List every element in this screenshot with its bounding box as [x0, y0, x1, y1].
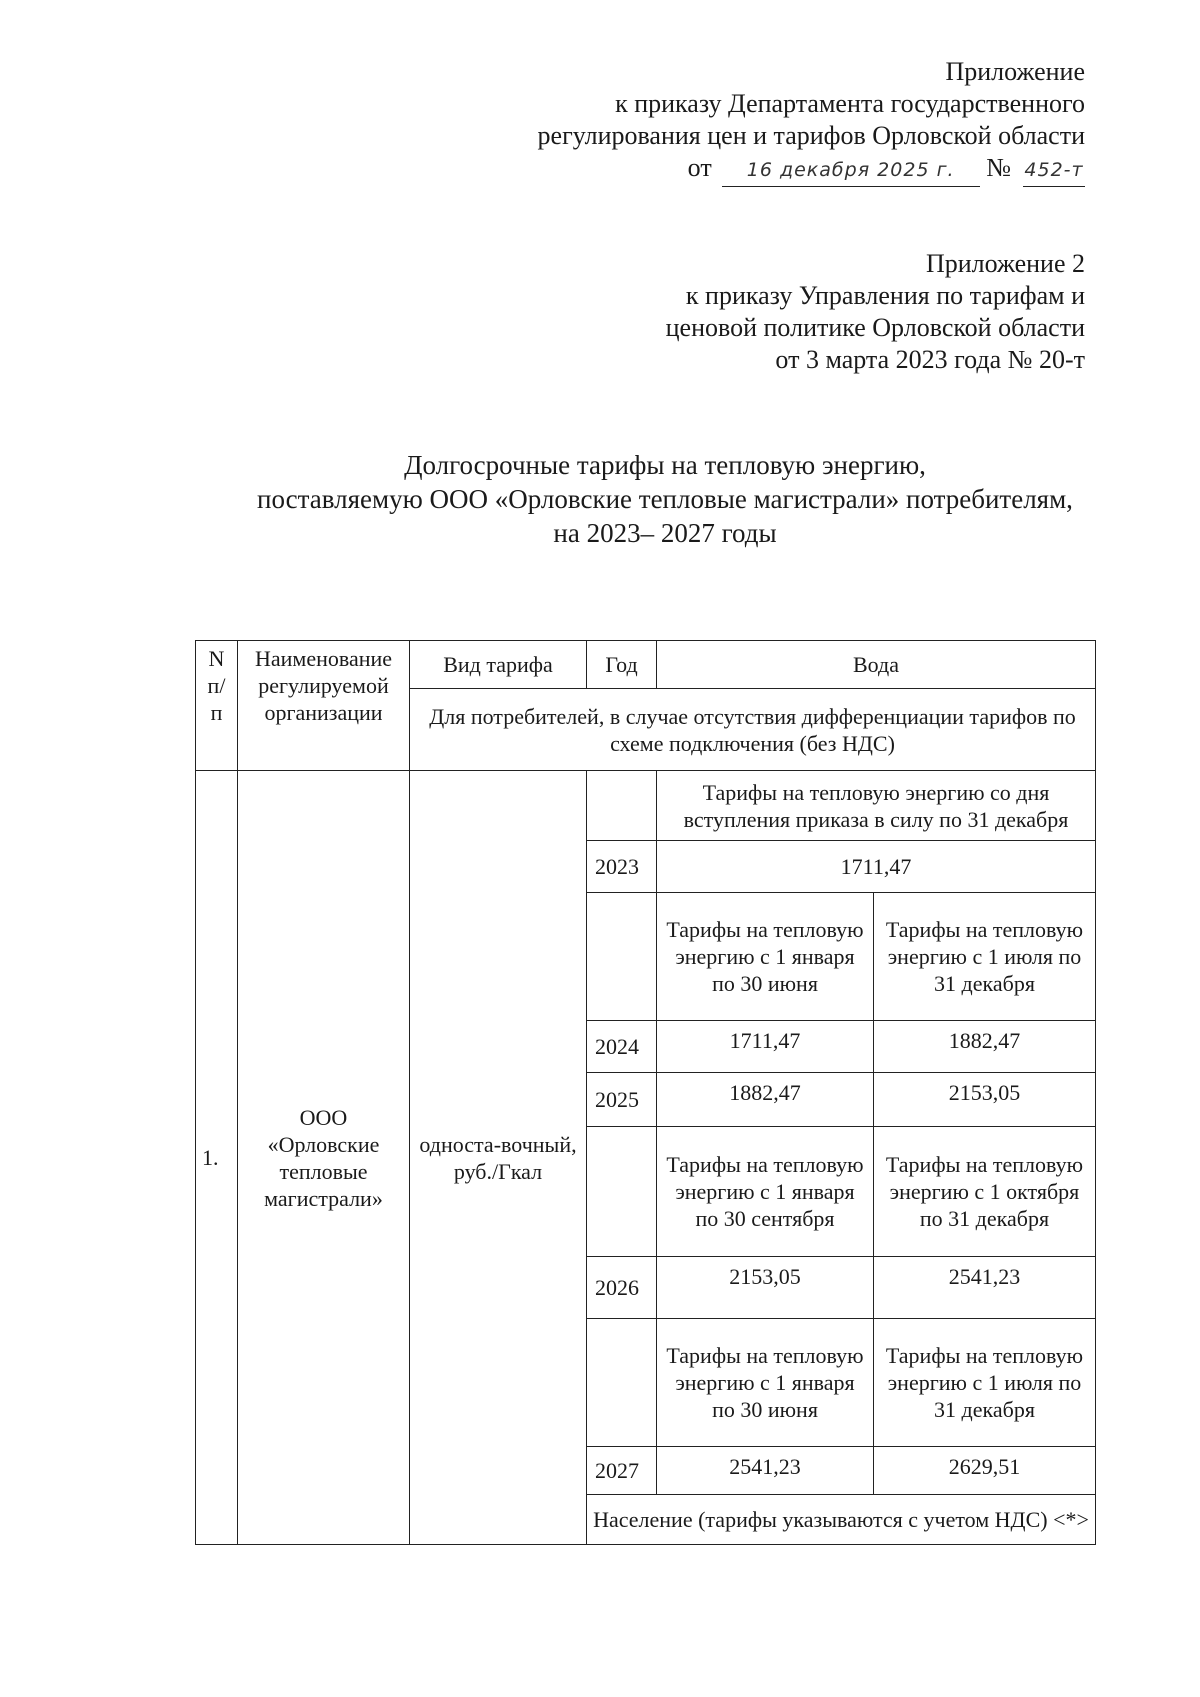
period-2027-h1: Тарифы на тепловую энергию с 1 января по 30 июня: [657, 1319, 874, 1447]
title-line-1: Долгосрочные тарифы на тепловую энергию,: [404, 450, 926, 480]
period-2026-h1: Тарифы на тепловую энергию с 1 января по 30 сентября: [657, 1127, 874, 1257]
header-tariff-type: Вид тарифа: [410, 641, 587, 689]
value-2027-h1: 2541,23: [657, 1447, 874, 1495]
header-consumers: Для потребителей, в случае отсутствия дифференциации тарифов по схеме подключения (без НДС): [410, 689, 1096, 771]
year-2027: 2027: [587, 1447, 657, 1495]
header-water: Вода: [657, 641, 1096, 689]
year-2026: 2026: [587, 1257, 657, 1319]
value-2027-h2: 2629,51: [874, 1447, 1096, 1495]
value-2024-h1: 1711,47: [657, 1021, 874, 1073]
annex2-header: [666, 248, 1085, 376]
year-cell-empty: [587, 771, 657, 841]
year-cell-empty: [587, 1319, 657, 1447]
annex2-line-2: к приказу Управления по тарифам и: [685, 281, 1085, 310]
period-2026-h2: Тарифы на тепловую энергию с 1 октября по 31 декабря: [874, 1127, 1096, 1257]
annex2-title: Приложение 2: [925, 249, 1085, 278]
number-label: №: [986, 153, 1011, 182]
annex-header: [538, 56, 1085, 187]
annex-title: Приложение: [945, 57, 1085, 86]
title-line-3: на 2023– 2027 годы: [553, 518, 777, 548]
handwritten-number: 452-т: [1023, 158, 1085, 187]
population-row: Население (тарифы указываются с учетом НДС) <*>: [587, 1495, 1096, 1545]
value-2025-h2: 2153,05: [874, 1073, 1096, 1127]
period-2023: Тарифы на тепловую энергию со дня вступления приказа в силу по 31 декабря: [657, 771, 1096, 841]
annex-date-line: [538, 152, 1085, 187]
handwritten-date: 16 декабря 2025 г.: [722, 158, 980, 187]
organization-name: ООО «Орловские тепловые магистрали»: [238, 771, 410, 1545]
annex2-line-3: ценовой политике Орловской области: [665, 313, 1085, 342]
year-2025: 2025: [587, 1073, 657, 1127]
value-2026-h2: 2541,23: [874, 1257, 1096, 1319]
row-number: 1.: [196, 771, 238, 1545]
tariff-table: [195, 640, 1096, 1545]
year-2023: 2023: [587, 841, 657, 893]
title-line-2: поставляемую ООО «Орловские тепловые магистрали» потребителям,: [257, 484, 1073, 514]
period-2024-h1: Тарифы на тепловую энергию с 1 января по 30 июня: [657, 893, 874, 1021]
value-2025-h1: 1882,47: [657, 1073, 874, 1127]
year-2024: 2024: [587, 1021, 657, 1073]
value-2023: 1711,47: [657, 841, 1096, 893]
annex-line-3: регулирования цен и тарифов Орловской области: [537, 121, 1085, 150]
period-2027-h2: Тарифы на тепловую энергию с 1 июля по 31 декабря: [874, 1319, 1096, 1447]
header-no: N п/п: [196, 641, 238, 771]
value-2024-h2: 1882,47: [874, 1021, 1096, 1073]
annex-line-2: к приказу Департамента государственного: [615, 89, 1085, 118]
year-cell-empty: [587, 893, 657, 1021]
tariff-type: односта-вочный, руб./Гкал: [410, 771, 587, 1545]
year-cell-empty: [587, 1127, 657, 1257]
value-2026-h1: 2153,05: [657, 1257, 874, 1319]
document-title: [0, 448, 1200, 550]
annex2-line-4: от 3 марта 2023 года № 20-т: [775, 345, 1085, 374]
from-label: от: [687, 153, 712, 182]
header-org: Наименование регулируемой организации: [238, 641, 410, 771]
period-2024-h2: Тарифы на тепловую энергию с 1 июля по 31 декабря: [874, 893, 1096, 1021]
header-year: Год: [587, 641, 657, 689]
